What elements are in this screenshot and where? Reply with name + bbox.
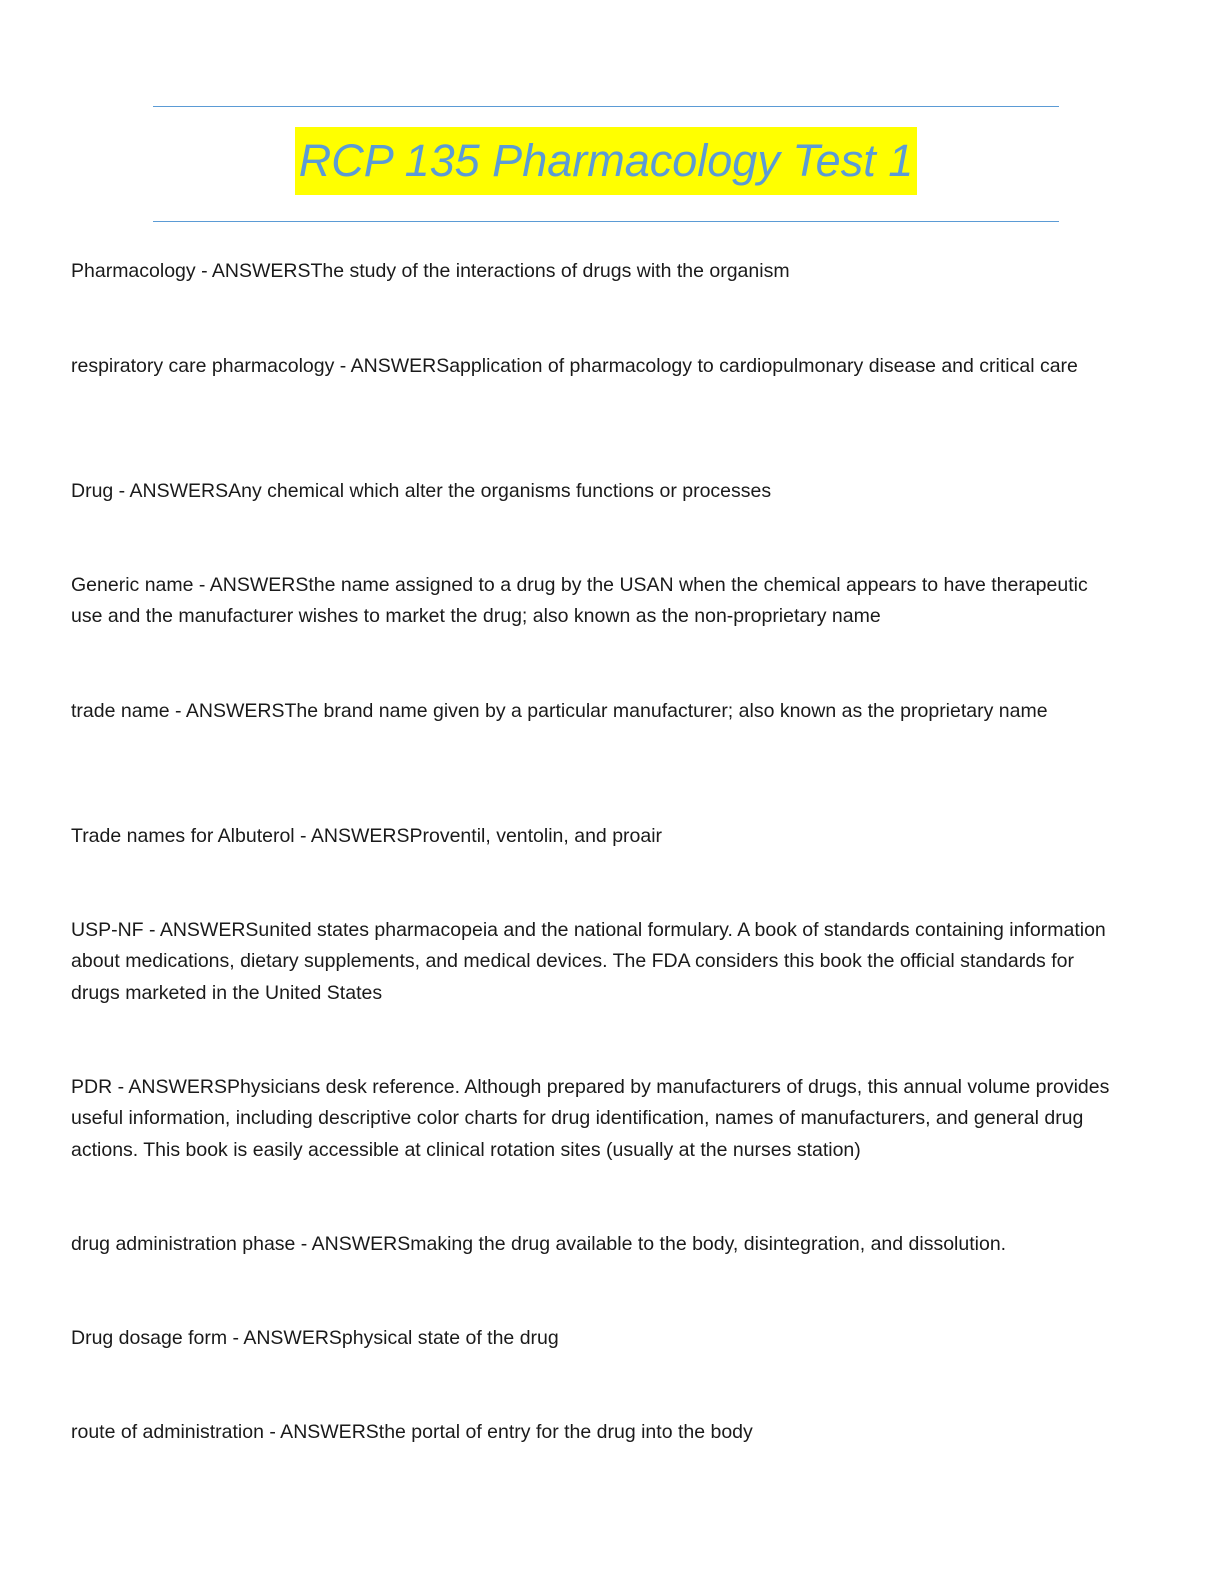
entry-pharmacology: Pharmacology - ANSWERSThe study of the interactions of drugs with the organism (71, 260, 790, 282)
entry-trade-names-albuterol: Trade names for Albuterol - ANSWERSProventil, ventolin, and proair (71, 825, 663, 847)
entry-drug-dosage-form: Drug dosage form - ANSWERSphysical state of the drug (71, 1327, 559, 1349)
entry-usp-nf: USP-NF - ANSWERSunited states pharmacopeia and the national formulary. A book of standards containing information about medications, dietary supplements, and medical devices. The FDA considers this book the official standards for drugs marketed in the United States (71, 919, 1106, 1004)
title-block (153, 106, 1059, 222)
entry-generic-name: Generic name - ANSWERSthe name assigned to a drug by the USAN when the chemical appears to have therapeutic use and the manufacturer wishes to market the drug; also known as the non-proprietary name (71, 574, 1088, 628)
entry-trade-name: trade name - ANSWERSThe brand name given by a particular manufacturer; also known as the proprietary name (71, 700, 1048, 722)
entry-drug: Drug - ANSWERSAny chemical which alter the organisms functions or processes (71, 480, 772, 502)
entry-route-of-administration: route of administration - ANSWERSthe portal of entry for the drug into the body (71, 1421, 753, 1443)
entry-pdr: PDR - ANSWERSPhysicians desk reference. Although prepared by manufacturers of drugs, this annual volume provides useful information, including descriptive color charts for drug identification, names of manufacturers, and general drug actions. This book is easily accessible at clinical rotation sites (usually at the nurses station) (71, 1076, 1110, 1161)
entry-drug-administration-phase: drug administration phase - ANSWERSmaking the drug available to the body, disintegration, and dissolution. (71, 1233, 1007, 1255)
document-title: RCP 135 Pharmacology Test 1 (295, 127, 918, 195)
entry-respiratory-care-pharmacology: respiratory care pharmacology - ANSWERSapplication of pharmacology to cardiopulmonary disease and critical care (71, 355, 1078, 377)
